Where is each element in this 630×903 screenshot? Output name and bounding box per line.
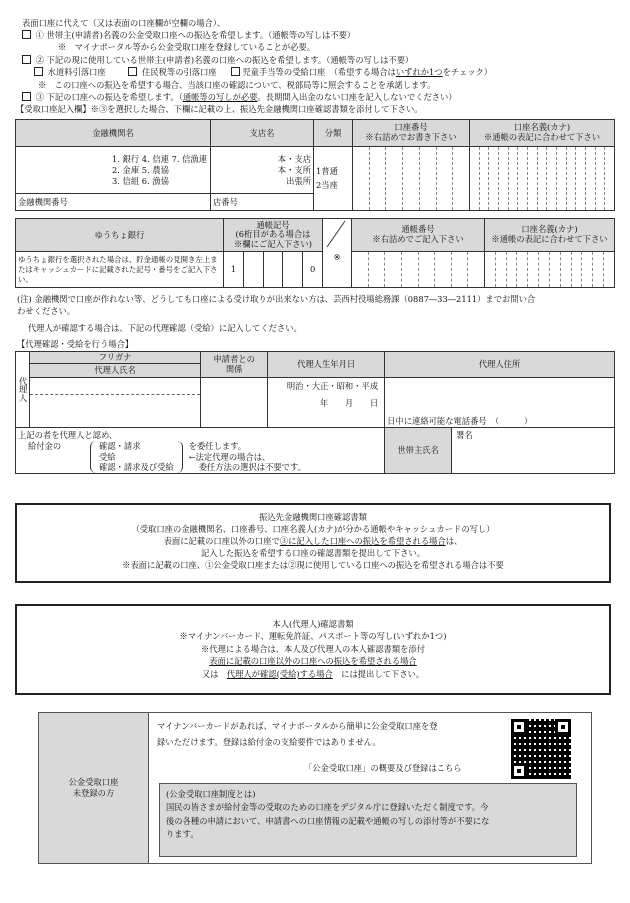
- signature-field[interactable]: 署名: [456, 430, 473, 440]
- bank-code-field[interactable]: 金融機関番号: [16, 194, 211, 211]
- address-input[interactable]: [385, 378, 615, 428]
- account-number-header: 口座番号 ※右詰めでお書き下さい: [353, 120, 470, 147]
- proxy-section-title: 【代理確認・受給を行う場合】: [17, 339, 134, 349]
- furigana-header: フリガナ: [30, 352, 201, 364]
- intro-line: 表面口座に代えて（又は表面の口座欄が空欄の場合）、: [22, 18, 226, 28]
- address-header: 代理人住所: [385, 352, 615, 378]
- branch-type-options[interactable]: 本・支店 本・支所 出張所: [211, 146, 314, 194]
- contact-note-cont: わせください。: [17, 306, 76, 316]
- delegation-options[interactable]: 確認・請求 受給 確認・請求及び受給: [90, 441, 183, 473]
- proxy-instruction: 代理人が確認する場合は、下記の代理確認（受給）に記入してください。: [28, 323, 302, 333]
- branch-header: 支店名: [211, 120, 314, 147]
- proxy-name-input[interactable]: [30, 378, 201, 428]
- phone-label: 日中に連絡可能な電話番号 （ ）: [387, 416, 533, 427]
- child-checkbox[interactable]: [231, 67, 240, 76]
- option-1-checkbox[interactable]: [22, 30, 31, 39]
- tax-checkbox[interactable]: [128, 67, 137, 76]
- yucho-table: [15, 218, 615, 288]
- slash-mark: [325, 219, 347, 249]
- relationship-input[interactable]: [201, 378, 268, 428]
- bank-name-header: 金融機関名: [16, 120, 211, 147]
- option-2-label: ② 下記の現に使用している世帯主(申請者)名義の口座への振込を希望します。（通帳等の写しは不要）: [35, 55, 414, 65]
- identity-document-title: 本人(代理人)確認書類: [272, 619, 354, 629]
- holder-name-input[interactable]: [470, 146, 615, 210]
- option-3-checkbox[interactable]: [22, 92, 31, 101]
- option-2-sub: 水道料引落口座 住民税等の引落口座 児童手当等の受給口座 （希望する場合はいずれか1つをチェック）: [34, 67, 492, 78]
- qr-code[interactable]: [509, 717, 573, 781]
- option-2-checkbox[interactable]: [22, 55, 31, 64]
- unregistered-label: 公金受取口座 未登録の方: [39, 713, 149, 863]
- branch-code-field[interactable]: 店番号: [211, 194, 314, 211]
- proxy-side-label: 代理人: [16, 352, 30, 428]
- option-1-label: ① 世帯主(申請者)名義の公金受取口座への振込を希望します。（通帳等の写しは不要）: [35, 30, 356, 40]
- dob-header: 代理人生年月日: [268, 352, 385, 378]
- yucho-symbol-input[interactable]: 1 0: [224, 252, 323, 288]
- dob-input[interactable]: 明治・大正・昭和・平成 年 月 日: [268, 378, 385, 428]
- proxy-name-header: 代理人氏名: [30, 364, 201, 378]
- bank-type-options[interactable]: 1. 銀行 4. 信連 7. 信漁連 2. 金庫 5. 農協 3. 信組 6. 漁協: [16, 146, 211, 194]
- bank-account-table: [15, 119, 615, 211]
- yucho-number-input[interactable]: [352, 252, 485, 288]
- water-checkbox[interactable]: [34, 67, 43, 76]
- yucho-header: ゆうちょ銀行: [16, 219, 224, 252]
- relationship-header: 申請者との 関係: [201, 352, 268, 378]
- option-1[interactable]: [22, 30, 355, 41]
- yucho-symbol-header: 通帳記号 (6桁目がある場合は ※欄にご記入下さい): [224, 219, 323, 252]
- contact-note: (注) 金融機関で口座が作れない等、どうしても口座による受け取りが出来ない方は、芸西村役場総務課（0887―33―2111）までお問い合: [17, 294, 536, 304]
- yucho-holder-input[interactable]: [485, 252, 615, 288]
- holder-header: 口座名義(カナ) ※通帳の表記に合わせて下さい: [470, 120, 615, 147]
- bank-document-box: 振込先金融機関口座確認書類 （受取口座の金融機関名、口座番号、口座名義人(カナ)が分かる通帳やキャッシュカードの写し） 表面に記載の口座以外の口座で③に記入した口座への振込を希望される場合は、 記入した振込を希望する口座の確認書類を提出して下さい。 ※表面に記載の口座、①公金受取口座または②現に使用している口座への振込を希望される場合は不要: [15, 503, 611, 583]
- system-description: (公金受取口座制度とは) 国民の皆さまが給付金等の受取のための口座をデジタル庁に登録いただく制度です。今 後の各種の申請において、申請書への口座情報の記載や通帳の写しの添付等が不要にな ります。: [159, 783, 577, 857]
- householder-label: 世帯主氏名: [385, 428, 452, 473]
- option-3[interactable]: ③ 下記の口座への振込を希望します。（通帳等の写しが必要。長期間入出金のない口座を記入しないでください）: [22, 92, 457, 103]
- proxy-table: [15, 351, 615, 474]
- yucho-number-header: 通帳番号 ※右詰めでご記入下さい: [352, 219, 485, 252]
- account-type-options[interactable]: 1普通 2当座: [314, 146, 353, 210]
- option-2-note: ※ この口座への振込を希望する場合、当該口座の確認について、税部局等に照会することを承諾します。: [38, 80, 436, 90]
- registration-link[interactable]: 「公金受取口座」の概要及び登録はこちら: [304, 763, 462, 773]
- public-account-panel: 公金受取口座 未登録の方 マイナンバーカードがあれば、マイナポータルから簡単に公金受取口座を登 録いただけます。登録は給付金の支給要件ではありません。 「公金受取口座」の概要及び登録はこちら (公金受取口座制度とは) 国民の皆さまが給付金等の受取のための口座をデジタル庁に登録いただく制度です。今 後の各種の申請において、申請書への口座情報の記載や通帳の写しの添付等が不要にな ります。: [38, 712, 592, 864]
- option-2[interactable]: [22, 55, 413, 66]
- yucho-description: ゆうちょ銀行を選択された場合は、貯金通帳の見開き左上またはキャッシュカードに記載された記号・番号をご記入下さい。: [16, 252, 224, 288]
- account-number-input[interactable]: [353, 146, 470, 210]
- bank-document-title: 振込先金融機関口座確認書類: [259, 512, 367, 522]
- householder-cell[interactable]: [385, 428, 615, 474]
- yucho-holder-header: 口座名義(カナ) ※通帳の表記に合わせて下さい: [485, 219, 615, 252]
- identity-document-box: 本人(代理人)確認書類 ※マイナンバーカード、運転免許証、パスポート等の写し(いずれか1つ) ※代理による場合は、本人及び代理人の本人確認書類を添付 表面に記載の口座以外の口座への振込を希望される場合 又は 代理人が確認(受給)する場合 には提出して下さい。: [15, 604, 611, 695]
- option-1-note: ※ マイナポータル等から公金受取口座を登録していることが必要。: [58, 42, 316, 52]
- slash-cell: [323, 219, 352, 252]
- yucho-extra-digit[interactable]: ※: [323, 252, 352, 288]
- account-section-title: 【受取口座記入欄】※③を選択した場合、下欄に記載の上、振込先金融機関口座確認書類を添付して下さい。: [16, 104, 423, 114]
- type-header: 分類: [314, 120, 353, 147]
- delegation-cell: 上記の者を代理人と認め、 給付金の 確認・請求 受給 確認・請求及び受給 を委任します。 ←法定代理の場合は、 委任方法の選択は不要です。: [16, 428, 385, 474]
